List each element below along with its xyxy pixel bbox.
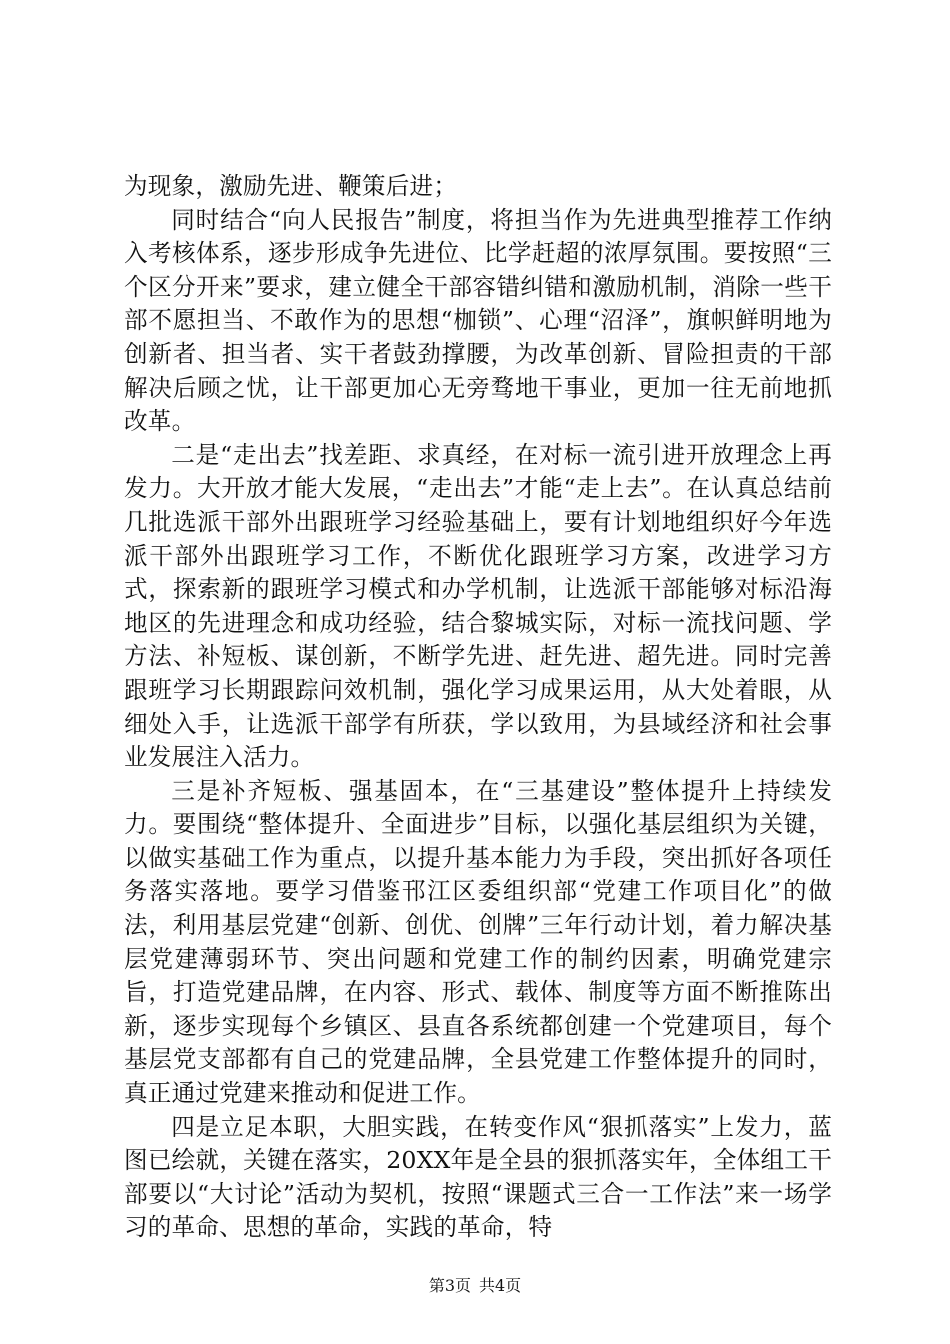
page-total: 共4页	[479, 1276, 522, 1295]
paragraph-point-three: 三是补齐短板、强基固本，在“三基建设”整体提升上持续发力。要围绕“整体提升、全面进步”目标，以强化基层组织为关键，以做实基础工作为重点，以提升基本能力为手段，突出抓好各项任务落实落地。要学习借鉴邗江区委组织部“党建工作项目化”的做法，利用基层党建“创新、创优、创牌”三年行动计划，着力解决基层党建薄弱环节、突出问题和党建工作的制约因素，明确党建宗旨，打造党建品牌，在内容、形式、载体、制度等方面不断推陈出新，逐步实现每个乡镇区、县直各系统都创建一个党建项目，每个基层党支部都有自己的党建品牌，全县党建工作整体提升的同时，真正通过党建来推动和促进工作。	[124, 776, 832, 1108]
paragraph-point-two: 二是“走出去”找差距、求真经，在对标一流引进开放理念上再发力。大开放才能大发展，“走出去”才能“走上去”。在认真总结前几批选派干部外出跟班学习经验基础上，要有计划地组织好今年选派干部外出跟班学习工作，不断优化跟班学习方案，改进学习方式，探索新的跟班学习模式和办学机制，让选派干部能够对标沿海地区的先进理念和成功经验，结合黎城实际，对标一流找问题、学方法、补短板、谋创新，不断学先进、赶先进、超先进。同时完善跟班学习长期跟踪问效机制，强化学习成果运用，从大处着眼，从细处入手，让选派干部学有所获，学以致用，为县域经济和社会事业发展注入活力。	[124, 440, 832, 772]
paragraph-point-four: 四是立足本职，大胆实践，在转变作风“狠抓落实”上发力，蓝图已绘就，关键在落实，20XX年是全县的狠抓落实年，全体组工干部要以“大讨论”活动为契机，按照“课题式三合一工作法”来一场学习的革命、思想的革命，实践的革命，特	[124, 1112, 832, 1242]
document-body	[124, 170, 832, 1245]
paragraph-continuation: 为现象，激励先进、鞭策后进；	[124, 172, 458, 200]
page-footer	[0, 1273, 950, 1296]
page-number: 第3页	[428, 1276, 471, 1295]
paragraph-report-system: 同时结合“向人民报告”制度，将担当作为先进典型推荐工作纳入考核体系，逐步形成争先进位、比学赶超的浓厚氛围。要按照“三个区分开来”要求，建立健全干部容错纠错和激励机制，消除一些干部不愿担当、不敢作为的思想“枷锁”、心理“沼泽”，旗帜鲜明地为创新者、担当者、实干者鼓劲撑腰，为改革创新、冒险担责的干部解决后顾之忧，让干部更加心无旁骛地干事业，更加一往无前地抓改革。	[124, 205, 832, 436]
